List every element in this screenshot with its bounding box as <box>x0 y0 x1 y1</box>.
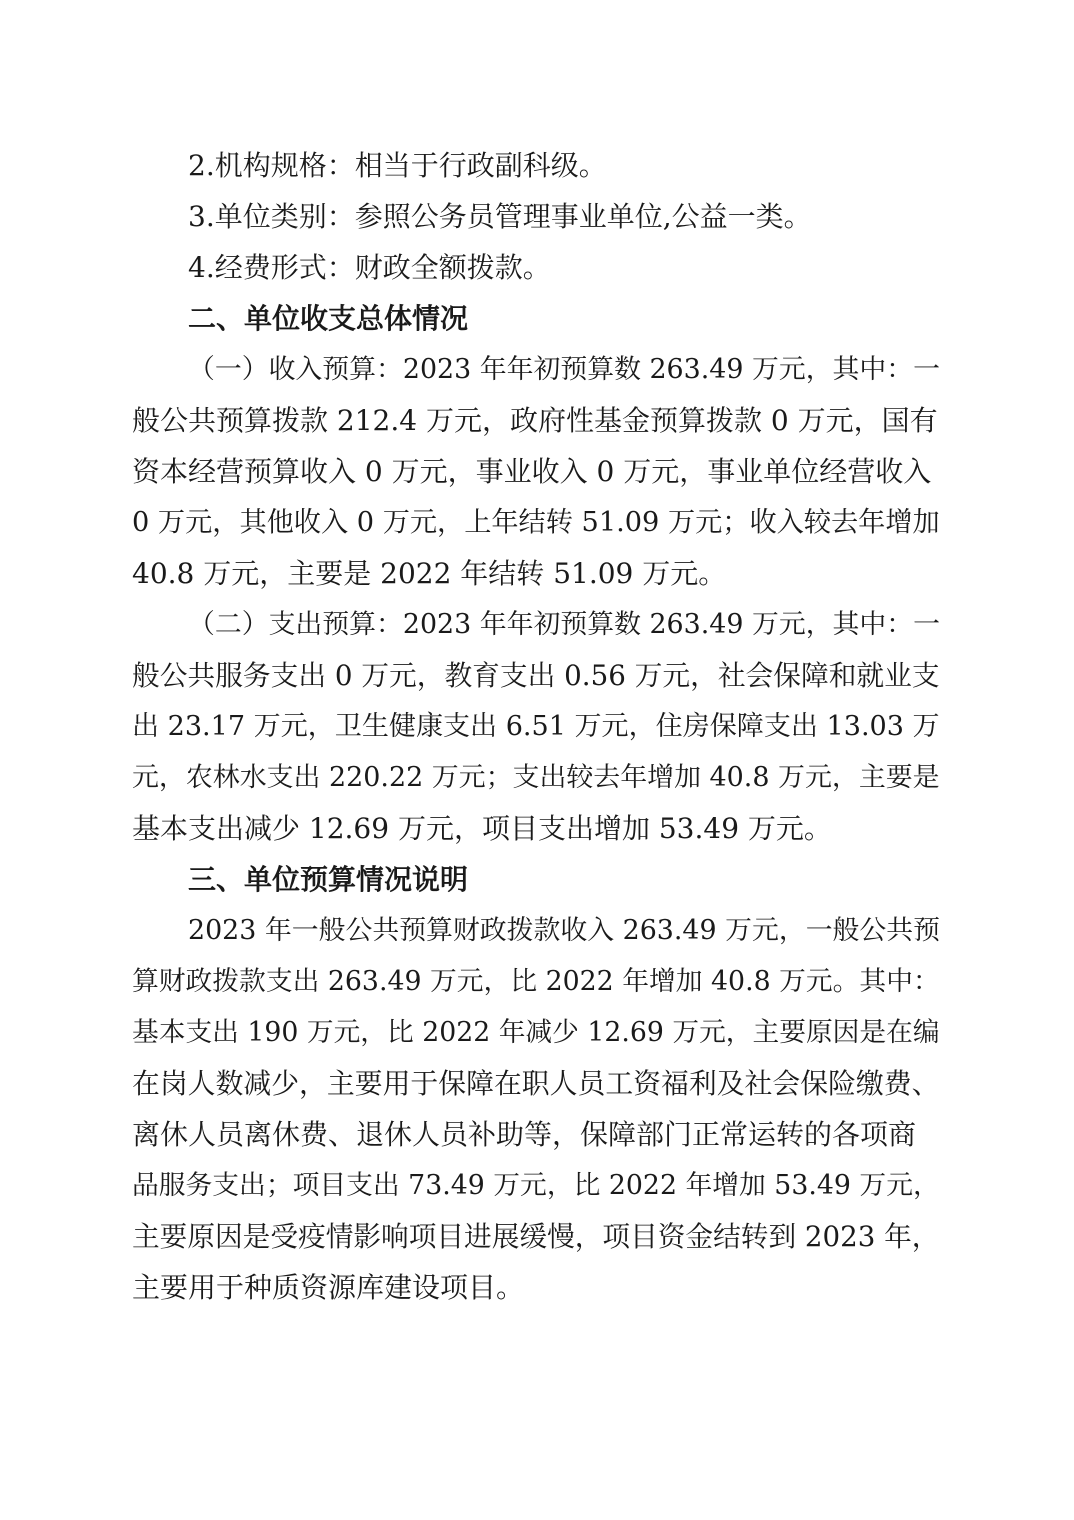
text-line: 出 23.17 万元，卫生健康支出 6.51 万元，住房保障支出 13.03 万 <box>132 711 940 742</box>
text-line: （二）支出预算：2023 年年初预算数 263.49 万元，其中：一 <box>188 609 940 640</box>
text-line: 资本经营预算收入 0 万元，事业收入 0 万元，事业单位经营收入 <box>132 455 932 488</box>
section-heading: 二、单位收支总体情况 <box>188 302 469 335</box>
text-line: 3.单位类别：参照公务员管理事业单位,公益一类。 <box>188 200 812 233</box>
text-line: 般公共预算拨款 212.4 万元，政府性基金预算拨款 0 万元，国有 <box>132 404 938 437</box>
paragraph-org-level <box>132 140 944 191</box>
section-heading-income-expense <box>132 293 944 344</box>
paragraph-income-budget <box>132 344 944 599</box>
document-body <box>132 140 944 1313</box>
text-line: 在岗人数减少，主要用于保障在职人员工资福利及社会保险缴费、 <box>132 1067 940 1100</box>
section-heading-budget-explanation <box>132 854 944 905</box>
text-line: 4.经费形式：财政全额拨款。 <box>188 251 551 284</box>
text-line: 算财政拨款支出 263.49 万元，比 2022 年增加 40.8 万元。其中： <box>132 966 940 997</box>
text-line: 般公共服务支出 0 万元，教育支出 0.56 万元，社会保障和就业支 <box>132 659 940 692</box>
text-line: 2.机构规格：相当于行政副科级。 <box>188 149 607 182</box>
text-line: 基本支出减少 12.69 万元，项目支出增加 53.49 万元。 <box>132 812 832 845</box>
paragraph-budget-explanation <box>132 905 944 1313</box>
paragraph-unit-category <box>132 191 944 242</box>
text-line: 2023 年一般公共预算财政拨款收入 263.49 万元，一般公共预 <box>188 915 940 946</box>
text-line: 40.8 万元，主要是 2022 年结转 51.09 万元。 <box>132 557 727 590</box>
text-line: 离休人员离休费、退休人员补助等，保障部门正常运转的各项商 <box>132 1118 917 1151</box>
text-line: 基本支出 190 万元，比 2022 年减少 12.69 万元，主要原因是在编 <box>132 1017 940 1048</box>
paragraph-expense-budget <box>132 599 944 854</box>
paragraph-funding-form <box>132 242 944 293</box>
text-line: （一）收入预算：2023 年年初预算数 263.49 万元，其中：一 <box>188 354 940 385</box>
text-line: 主要用于种质资源库建设项目。 <box>132 1271 525 1304</box>
text-line: 元，农林水支出 220.22 万元；支出较去年增加 40.8 万元，主要是 <box>132 762 940 793</box>
text-line: 品服务支出；项目支出 73.49 万元，比 2022 年增加 53.49 万元， <box>132 1170 940 1201</box>
section-heading: 三、单位预算情况说明 <box>188 863 469 896</box>
text-line: 0 万元，其他收入 0 万元，上年结转 51.09 万元；收入较去年增加 <box>132 507 940 538</box>
text-line: 主要原因是受疫情影响项目进展缓慢，项目资金结转到 2023 年， <box>132 1220 940 1253</box>
